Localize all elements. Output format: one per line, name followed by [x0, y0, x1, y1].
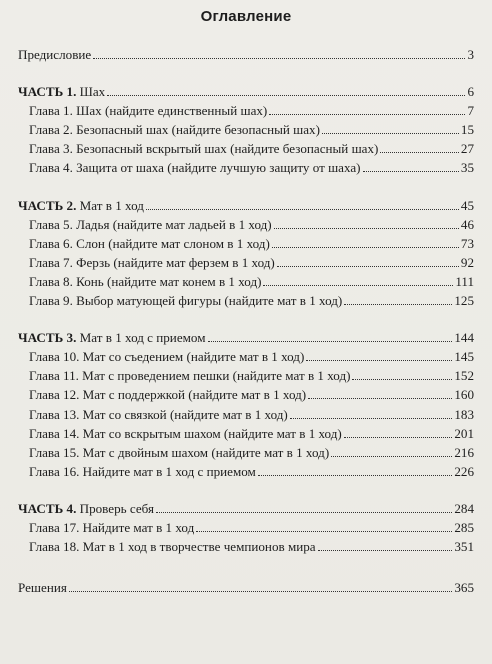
- page-number: 92: [460, 254, 474, 270]
- dot-leader: [352, 379, 452, 380]
- toc-entry-label: [29, 139, 378, 158]
- dot-leader: [272, 247, 459, 248]
- dot-leader: [93, 58, 465, 59]
- toc-entry-label: [29, 215, 272, 234]
- toc-chapter-entry: [18, 347, 474, 366]
- toc-entry-label: [18, 196, 144, 215]
- page-number: 111: [455, 273, 474, 289]
- entry-title: Предисловие: [18, 47, 92, 62]
- toc-chapter-entry: [18, 120, 474, 139]
- toc-chapter-entry: [18, 158, 474, 177]
- entry-title: Глава 10. Мат со съедением (найдите мат в 1 ход): [29, 349, 305, 365]
- dot-leader: [380, 152, 459, 153]
- toc-chapter-entry: [18, 366, 474, 385]
- part-number: ЧАСТЬ 4.: [18, 500, 77, 516]
- page-number: 152: [454, 368, 474, 384]
- toc-entry-label: [29, 101, 267, 120]
- toc-entry-label: [29, 462, 256, 481]
- entry-title: Глава 5. Ладья (найдите мат ладьей в 1 ход): [29, 216, 272, 232]
- toc-entry-label: [18, 499, 154, 518]
- page-number: 27: [460, 141, 474, 157]
- page-number: 183: [454, 406, 474, 422]
- toc-part-entry: [18, 82, 474, 101]
- dot-leader: [363, 171, 459, 172]
- page-number: 201: [454, 425, 474, 441]
- entry-title: Глава 15. Мат с двойным шахом (найдите мат в 1 ход): [29, 444, 330, 460]
- entry-title: Глава 11. Мат с проведением пешки (найдите мат в 1 ход): [29, 368, 351, 384]
- toc-entry: [18, 578, 474, 597]
- entry-title: Глава 3. Безопасный вскрытый шах (найдите безопасный шах): [29, 141, 379, 157]
- dot-leader: [269, 114, 465, 115]
- entry-title: Глава 6. Слон (найдите мат слоном в 1 ход): [29, 235, 270, 251]
- toc-chapter-entry: [18, 101, 474, 120]
- toc-entry-label: [29, 424, 342, 443]
- toc-entry-label: [29, 405, 288, 424]
- section-gap: [18, 481, 474, 499]
- dot-leader: [306, 360, 452, 361]
- toc-chapter-entry: [18, 385, 474, 404]
- page-number: 46: [460, 216, 474, 232]
- dot-leader: [308, 398, 452, 399]
- page-number: 125: [454, 293, 474, 309]
- toc-chapter-entry: [18, 234, 474, 253]
- toc-chapter-entry: [18, 405, 474, 424]
- page-number: 73: [460, 235, 474, 251]
- toc-entry-label: [18, 578, 67, 597]
- toc-entry-label: [29, 120, 320, 139]
- page-number: 285: [454, 519, 474, 535]
- toc-entry-label: [29, 443, 329, 462]
- dot-leader: [263, 285, 453, 286]
- toc-part-entry: [18, 196, 474, 215]
- page-number: 35: [460, 160, 474, 176]
- entry-title: Глава 16. Найдите мат в 1 ход с приемом: [29, 463, 256, 479]
- toc-entry-label: [29, 537, 316, 556]
- dot-leader: [69, 591, 453, 592]
- entry-title: Шах: [76, 84, 106, 100]
- part-number: ЧАСТЬ 2.: [18, 197, 77, 213]
- toc-part-entry: [18, 499, 474, 518]
- dot-leader: [322, 133, 459, 134]
- toc-entry-label: [29, 291, 342, 310]
- dot-leader: [277, 266, 459, 267]
- dot-leader: [344, 437, 453, 438]
- page-number: 145: [454, 349, 474, 365]
- toc-chapter-entry: [18, 462, 474, 481]
- section-gap: [18, 178, 474, 196]
- entry-title: Глава 17. Найдите мат в 1 ход: [29, 519, 195, 535]
- toc-entry: [18, 45, 474, 64]
- toc-entry-label: [29, 253, 275, 272]
- toc-chapter-entry: [18, 518, 474, 537]
- dot-leader: [274, 228, 459, 229]
- page-number: 3: [467, 47, 474, 62]
- section-gap: [18, 64, 474, 82]
- entry-title: Глава 4. Защита от шаха (найдите лучшую защиту от шаха): [29, 160, 361, 176]
- dot-leader: [146, 209, 459, 210]
- entry-title: Мат в 1 ход: [76, 197, 144, 213]
- page-number: 144: [454, 330, 474, 346]
- toc-chapter-entry: [18, 537, 474, 556]
- toc-entry-label: [18, 328, 206, 347]
- toc-entry-label: [29, 272, 261, 291]
- toc-entry-label: [29, 385, 306, 404]
- dot-leader: [318, 550, 453, 551]
- entry-title: Глава 7. Ферзь (найдите мат ферзем в 1 ход): [29, 254, 275, 270]
- dot-leader: [196, 531, 452, 532]
- page-number: 365: [454, 580, 474, 596]
- toc-entry-label: [29, 347, 304, 366]
- dot-leader: [258, 475, 453, 476]
- part-number: ЧАСТЬ 1.: [18, 84, 77, 100]
- page-number: 6: [467, 84, 474, 100]
- toc-chapter-entry: [18, 215, 474, 234]
- toc-chapter-entry: [18, 272, 474, 291]
- page-number: 45: [460, 197, 474, 213]
- toc-chapter-entry: [18, 424, 474, 443]
- entry-title: Глава 1. Шах (найдите единственный шах): [29, 103, 268, 119]
- page-number: 15: [460, 122, 474, 138]
- toc-chapter-entry: [18, 443, 474, 462]
- dot-leader: [208, 341, 453, 342]
- entry-title: Проверь себя: [76, 500, 155, 516]
- entry-title: Глава 13. Мат со связкой (найдите мат в 1 ход): [29, 406, 288, 422]
- entry-title: Глава 2. Безопасный шах (найдите безопасный шах): [29, 122, 320, 138]
- dot-leader: [107, 95, 465, 96]
- table-of-contents: [18, 45, 474, 597]
- section-gap: [18, 556, 474, 578]
- entry-title: Решения: [18, 580, 67, 596]
- toc-entry-label: [29, 158, 361, 177]
- page-number: 351: [454, 539, 474, 555]
- toc-entry-label: [29, 234, 270, 253]
- toc-entry-label: [18, 45, 91, 64]
- page-title: Оглавление: [200, 8, 292, 25]
- toc-entry-label: [18, 82, 105, 101]
- page-number: 226: [454, 463, 474, 479]
- toc-entry-label: [29, 366, 350, 385]
- entry-title: Мат в 1 ход с приемом: [76, 330, 206, 346]
- entry-title: Глава 14. Мат со вскрытым шахом (найдите мат в 1 ход): [29, 425, 342, 441]
- dot-leader: [290, 418, 453, 419]
- entry-title: Глава 12. Мат с поддержкой (найдите мат в 1 ход): [29, 387, 307, 403]
- dot-leader: [344, 304, 452, 305]
- section-gap: [18, 310, 474, 328]
- toc-part-entry: [18, 328, 474, 347]
- entry-title: Глава 8. Конь (найдите мат конем в 1 ход): [29, 273, 262, 289]
- toc-chapter-entry: [18, 253, 474, 272]
- page-number: 7: [467, 103, 474, 119]
- entry-title: Глава 18. Мат в 1 ход в творчестве чемпионов мира: [29, 539, 316, 555]
- toc-chapter-entry: [18, 139, 474, 158]
- page-number: 160: [454, 387, 474, 403]
- dot-leader: [156, 512, 452, 513]
- toc-entry-label: [29, 518, 194, 537]
- part-number: ЧАСТЬ 3.: [18, 330, 77, 346]
- toc-chapter-entry: [18, 291, 474, 310]
- entry-title: Глава 9. Выбор матующей фигуры (найдите мат в 1 ход): [29, 293, 343, 309]
- page-number: 284: [454, 500, 474, 516]
- page-number: 216: [454, 444, 474, 460]
- dot-leader: [331, 456, 452, 457]
